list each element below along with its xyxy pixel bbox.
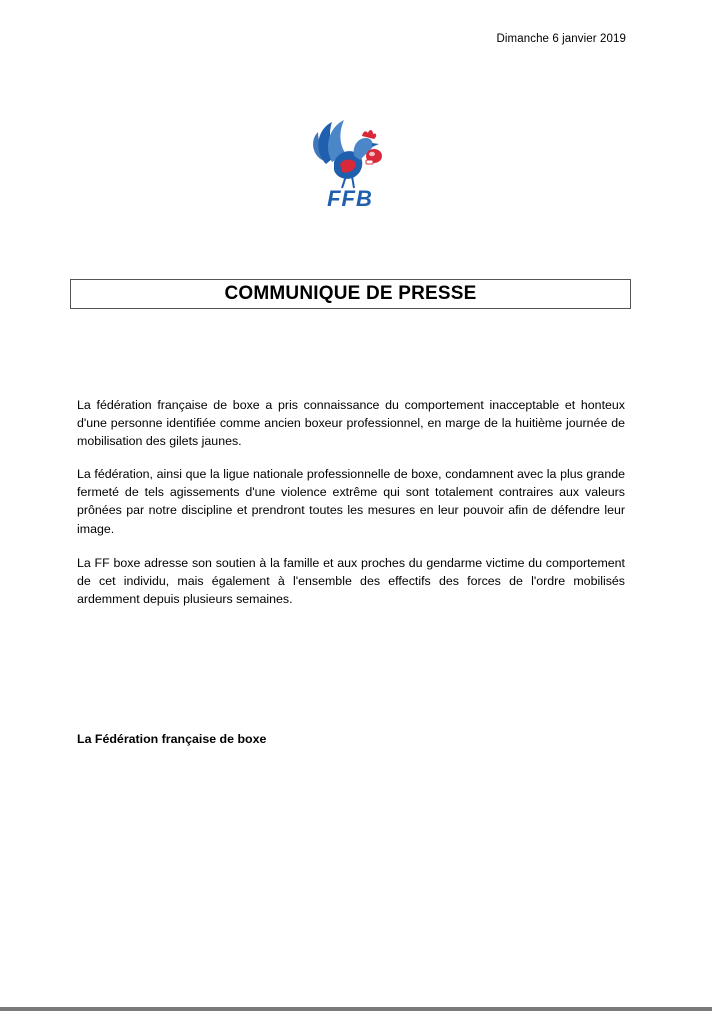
- paragraph-2: La fédération, ainsi que la ligue nationale professionnelle de boxe, condamnent avec la plus grande fermeté de tels agissements d'une violence extrême qui sont totalement contraires aux valeurs prônées par notre discipline et prendront toutes les mesures en leur pouvoir afin de défendre leur image.: [77, 467, 625, 536]
- signature: La Fédération française de boxe: [77, 732, 267, 746]
- paragraph-3: La FF boxe adresse son soutien à la famille et aux proches du gendarme victime du comportement de cet individu, mais également à l'ensemble des effectifs des forces de l'ordre mobilisés ardemment depuis plusieurs semaines.: [77, 556, 625, 607]
- paragraph-1: La fédération française de boxe a pris connaissance du comportement inacceptable et honteux d'une personne identifiée comme ancien boxeur professionnel, en marge de la huitième journée de mobilisation des gilets jaunes.: [77, 398, 625, 449]
- title-box: [70, 279, 631, 309]
- page-bottom-edge: [0, 1007, 712, 1011]
- document-title: COMMUNIQUE DE PRESSE: [224, 283, 477, 304]
- ffb-logo-text: FFB: [327, 186, 373, 210]
- ffb-logo: [308, 112, 392, 210]
- document-date: Dimanche 6 janvier 2019: [496, 33, 626, 45]
- rooster-logo-icon: [308, 112, 392, 210]
